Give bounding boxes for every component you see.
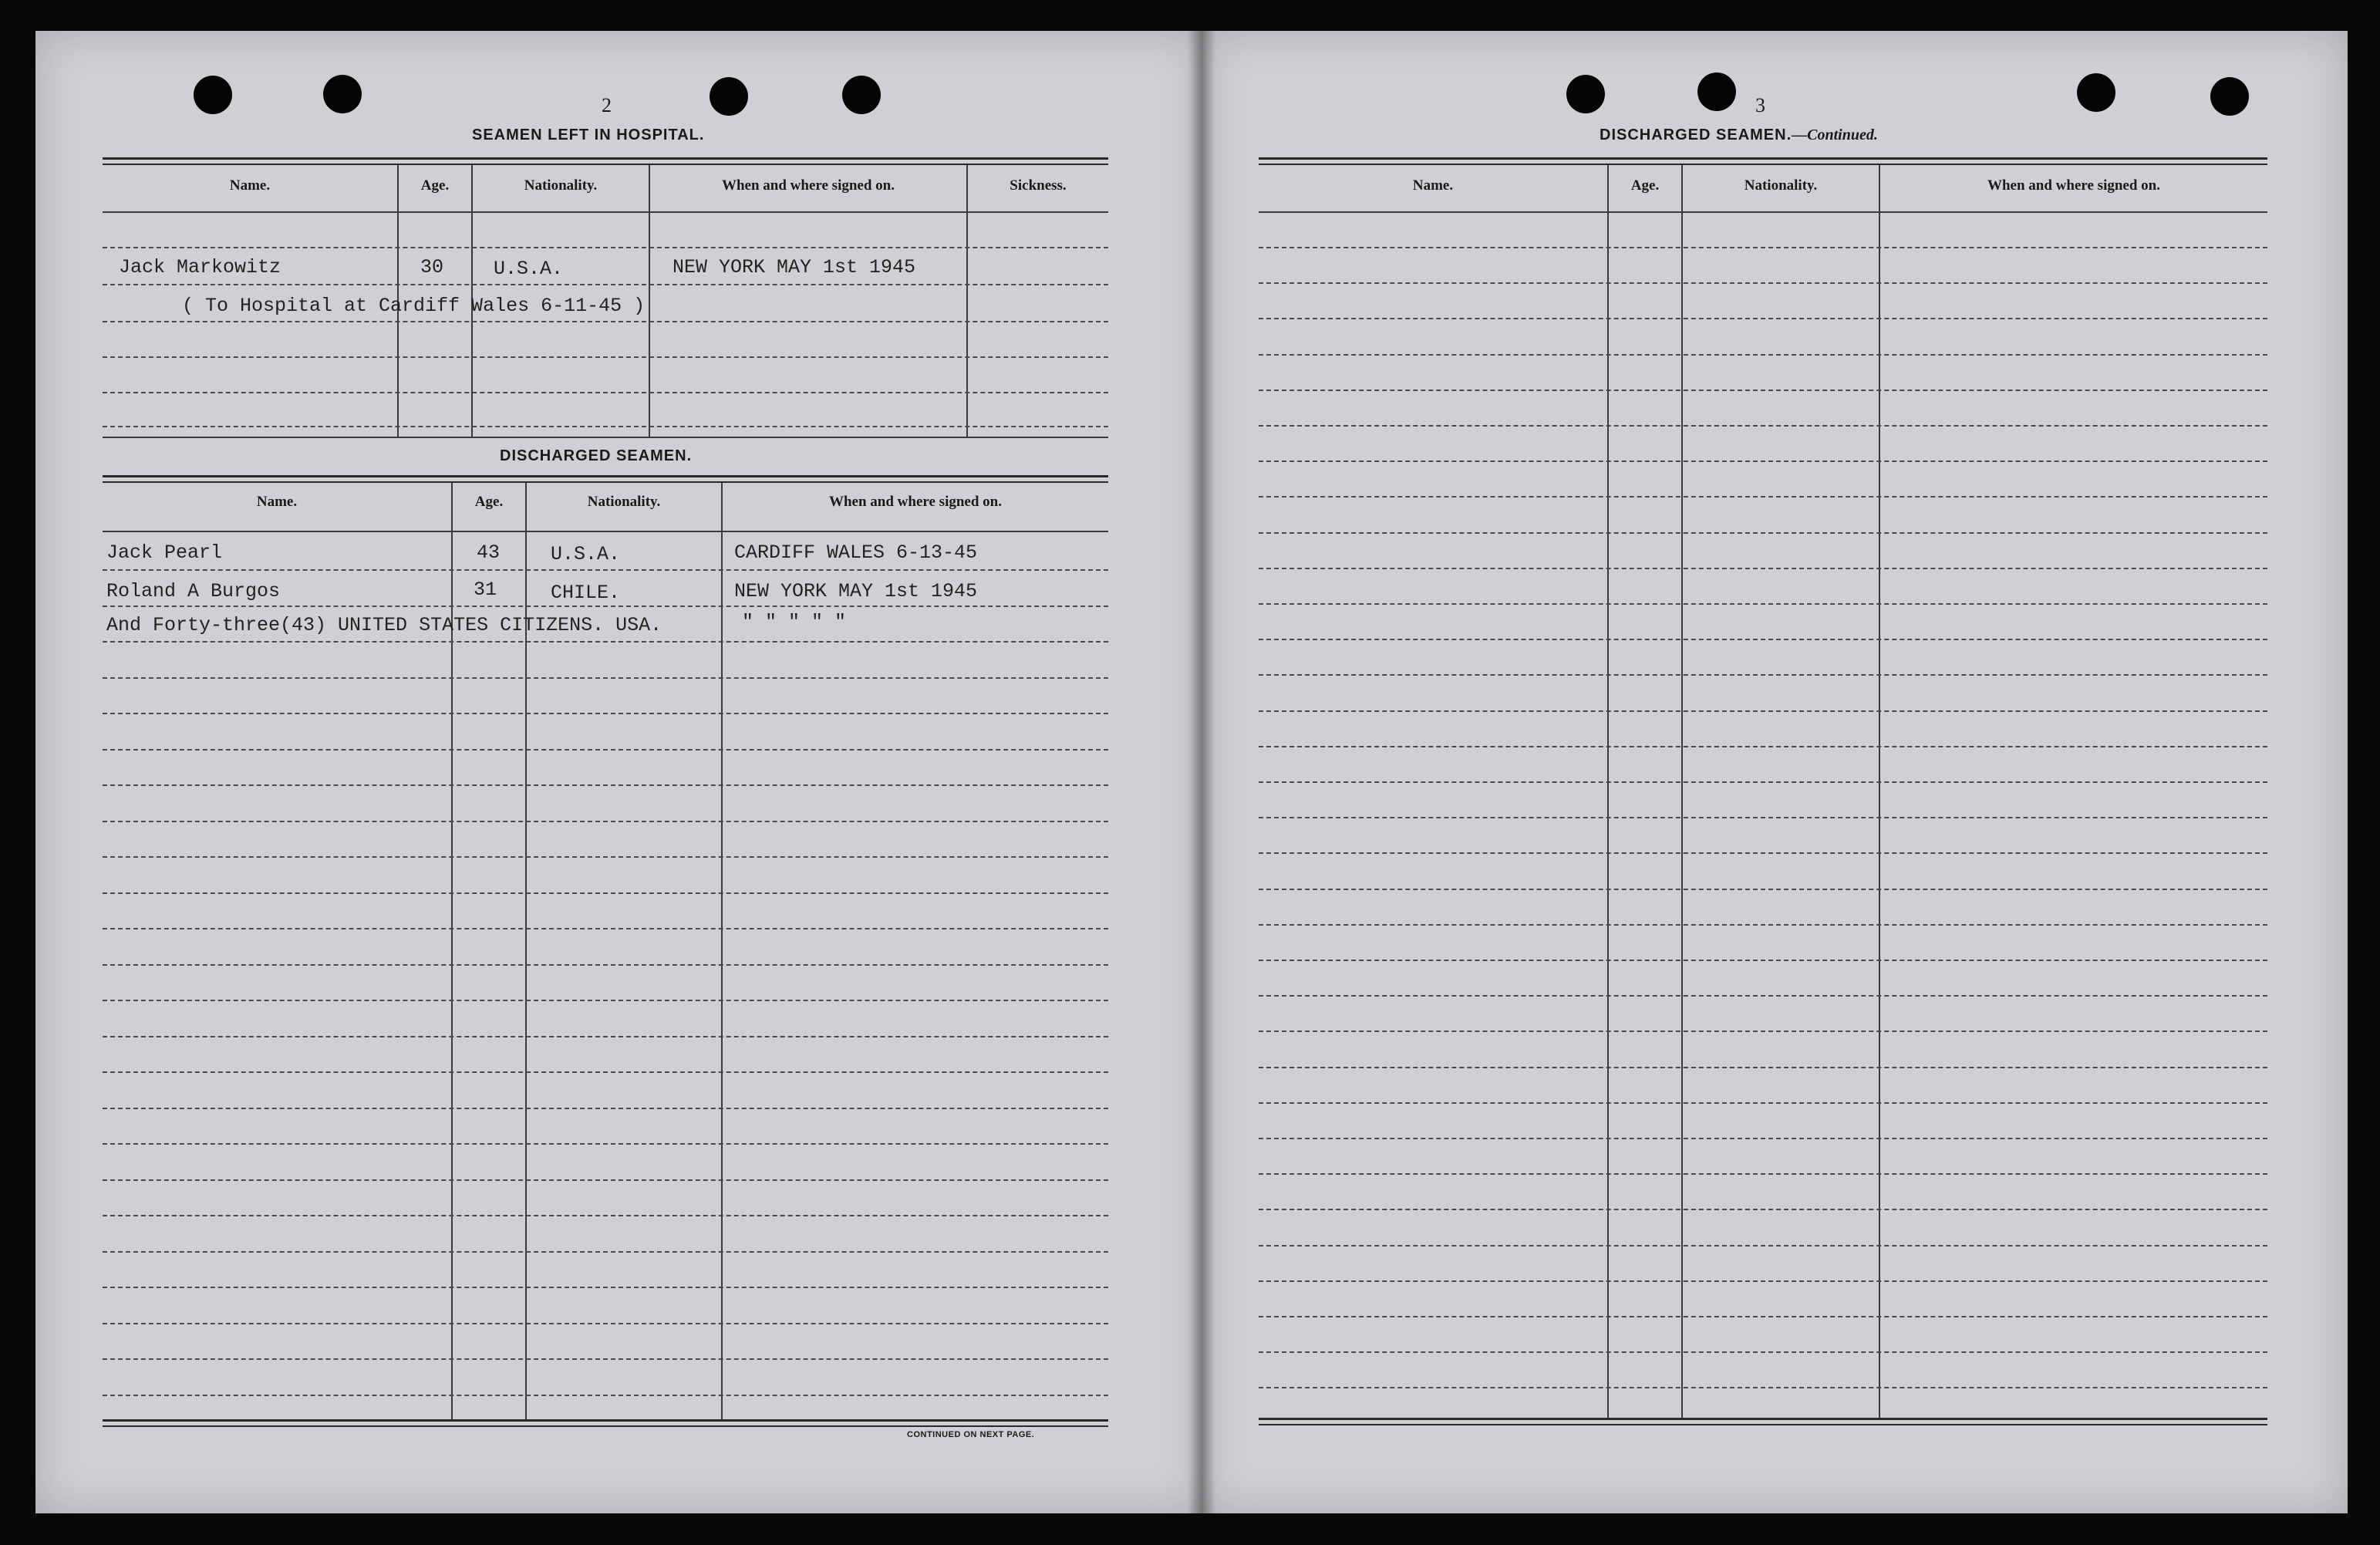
- ruled-line: [103, 677, 1108, 679]
- ruled-line: [103, 247, 1108, 248]
- ruled-line: [103, 1179, 1108, 1181]
- col-header-signed-on: When and where signed on.: [828, 494, 1002, 510]
- header-rule: [103, 475, 1108, 477]
- ruled-line: [1259, 318, 2267, 319]
- ruled-line: [103, 1323, 1108, 1324]
- ruled-line: [1259, 1031, 2267, 1032]
- discharged-summary-line: And Forty-three(43) UNITED STATES CITIZENS. USA.: [106, 614, 662, 636]
- ruled-line: [1259, 1245, 2267, 1246]
- ruled-line: [1259, 746, 2267, 747]
- table-bottom-rule: [1259, 1424, 2267, 1425]
- column-divider: [1607, 165, 1609, 1418]
- ruled-line: [1259, 532, 2267, 534]
- ruled-line: [103, 569, 1108, 571]
- ruled-line: [1259, 496, 2267, 498]
- header-divider: [103, 211, 1108, 213]
- ruled-line: [103, 1395, 1108, 1396]
- ruled-line: [1259, 674, 2267, 676]
- punch-hole: [323, 75, 362, 113]
- ruled-line: [1259, 354, 2267, 356]
- ruled-line: [1259, 817, 2267, 818]
- col-header-sickness: Sickness.: [1010, 177, 1067, 194]
- col-header-signed-on: When and where signed on.: [721, 177, 895, 194]
- ruled-line: [103, 1071, 1108, 1073]
- ruled-line: [103, 856, 1108, 858]
- col-header-nationality: Nationality.: [524, 177, 598, 194]
- punch-hole: [842, 76, 881, 114]
- header-divider: [1259, 211, 2267, 213]
- ruled-line: [1259, 1209, 2267, 1210]
- column-divider: [1681, 165, 1683, 1418]
- punch-hole: [1566, 75, 1605, 113]
- ruled-line: [1259, 568, 2267, 569]
- page-number-right: 3: [1755, 94, 1765, 116]
- header-divider: [103, 531, 1108, 532]
- ruled-line: [103, 784, 1108, 786]
- table-bottom-rule: [103, 437, 1108, 438]
- ruled-line: [103, 749, 1108, 751]
- hospital-note: ( To Hospital at Cardiff Wales 6-11-45 ): [182, 295, 646, 317]
- ruled-line: [103, 356, 1108, 358]
- punch-hole: [194, 76, 232, 114]
- ruled-line: [1259, 603, 2267, 605]
- header-rule: [103, 481, 1108, 483]
- ruled-line: [1259, 924, 2267, 926]
- ditto-marks: " " " " ": [742, 611, 847, 633]
- ruled-line: [103, 892, 1108, 894]
- ruled-line: [1259, 889, 2267, 890]
- discharged-row-signed-on: NEW YORK MAY 1st 1945: [734, 580, 978, 602]
- header-rule: [1259, 164, 2267, 165]
- ruled-line: [103, 1215, 1108, 1216]
- ruled-line: [1259, 852, 2267, 854]
- hospital-section-title: SEAMEN LEFT IN HOSPITAL.: [472, 127, 705, 143]
- right-section-title-main: DISCHARGED SEAMEN.: [1600, 127, 1792, 143]
- ruled-line: [1259, 425, 2267, 427]
- ruled-line: [1259, 960, 2267, 961]
- ruled-line: [103, 1108, 1108, 1109]
- ruled-line: [103, 606, 1108, 607]
- punch-hole: [710, 77, 748, 116]
- ruled-line: [1259, 639, 2267, 640]
- ruled-line: [1259, 710, 2267, 712]
- hospital-row-signed-on: NEW YORK MAY 1st 1945: [673, 256, 916, 278]
- ruled-line: [1259, 460, 2267, 462]
- discharged-section-title: DISCHARGED SEAMEN.: [500, 447, 693, 464]
- col-header-age: Age.: [420, 177, 450, 194]
- ruled-line: [103, 426, 1108, 427]
- punch-hole: [1697, 73, 1736, 111]
- ruled-line: [1259, 995, 2267, 997]
- hospital-row-nationality: U.S.A.: [494, 258, 564, 280]
- ruled-line: [103, 1000, 1108, 1001]
- ruled-line: [103, 964, 1108, 966]
- hospital-row-age: 30: [420, 256, 444, 278]
- ruled-line: [103, 321, 1108, 322]
- ruled-line: [103, 1251, 1108, 1253]
- punch-hole: [2210, 77, 2249, 116]
- ruled-line: [1259, 1280, 2267, 1282]
- ruled-line: [103, 641, 1108, 643]
- ruled-line: [1259, 1067, 2267, 1068]
- header-rule: [103, 164, 1108, 165]
- ruled-line: [1259, 1316, 2267, 1317]
- discharged-row-nationality: CHILE.: [551, 582, 621, 604]
- col-header-name: Name.: [256, 494, 298, 510]
- header-rule: [1259, 157, 2267, 160]
- punch-hole: [2077, 73, 2115, 112]
- discharged-row-name: Jack Pearl: [106, 541, 223, 564]
- column-divider: [966, 165, 968, 437]
- col-header-nationality: Nationality.: [1744, 177, 1818, 194]
- discharged-row-age: 43: [477, 541, 501, 564]
- ruled-line: [103, 1036, 1108, 1037]
- ruled-line: [1259, 781, 2267, 783]
- col-header-nationality: Nationality.: [587, 494, 661, 510]
- ruled-line: [1259, 282, 2267, 284]
- hospital-row-name: Jack Markowitz: [119, 256, 281, 278]
- table-bottom-rule: [1259, 1418, 2267, 1420]
- header-rule: [103, 157, 1108, 160]
- discharged-row-signed-on: CARDIFF WALES 6-13-45: [734, 541, 978, 564]
- discharged-row-name: Roland A Burgos: [106, 580, 281, 602]
- page-fold: [1188, 31, 1215, 1513]
- column-divider: [721, 483, 723, 1419]
- ruled-line: [103, 713, 1108, 714]
- col-header-age: Age.: [474, 494, 504, 510]
- ruled-line: [1259, 1351, 2267, 1353]
- discharged-row-nationality: U.S.A.: [551, 543, 621, 565]
- col-header-age: Age.: [1630, 177, 1660, 194]
- right-page: [1202, 31, 2348, 1513]
- ruled-line: [1259, 390, 2267, 391]
- column-divider: [649, 165, 650, 437]
- table-bottom-rule: [103, 1419, 1108, 1422]
- page-number-left: 2: [602, 94, 612, 116]
- ruled-line: [1259, 1138, 2267, 1139]
- col-header-name: Name.: [229, 177, 271, 194]
- ruled-line: [103, 1143, 1108, 1145]
- col-header-name: Name.: [1412, 177, 1454, 194]
- ruled-line: [103, 928, 1108, 929]
- column-divider: [1879, 165, 1880, 1418]
- ruled-line: [1259, 1102, 2267, 1104]
- right-section-title: [1600, 127, 1878, 144]
- ruled-line: [103, 1358, 1108, 1360]
- table-bottom-rule: [103, 1425, 1108, 1427]
- discharged-row-age: 31: [474, 579, 497, 601]
- ruled-line: [103, 392, 1108, 393]
- continued-footer: CONTINUED ON NEXT PAGE.: [907, 1430, 1035, 1439]
- col-header-signed-on: When and where signed on.: [1987, 177, 2160, 194]
- ruled-line: [103, 1287, 1108, 1288]
- right-section-title-suffix: —Continued.: [1792, 127, 1878, 143]
- ruled-line: [1259, 1387, 2267, 1388]
- ruled-line: [1259, 1173, 2267, 1175]
- ruled-line: [103, 821, 1108, 822]
- ruled-line: [103, 284, 1108, 285]
- ruled-line: [1259, 247, 2267, 248]
- left-page: [35, 31, 1205, 1513]
